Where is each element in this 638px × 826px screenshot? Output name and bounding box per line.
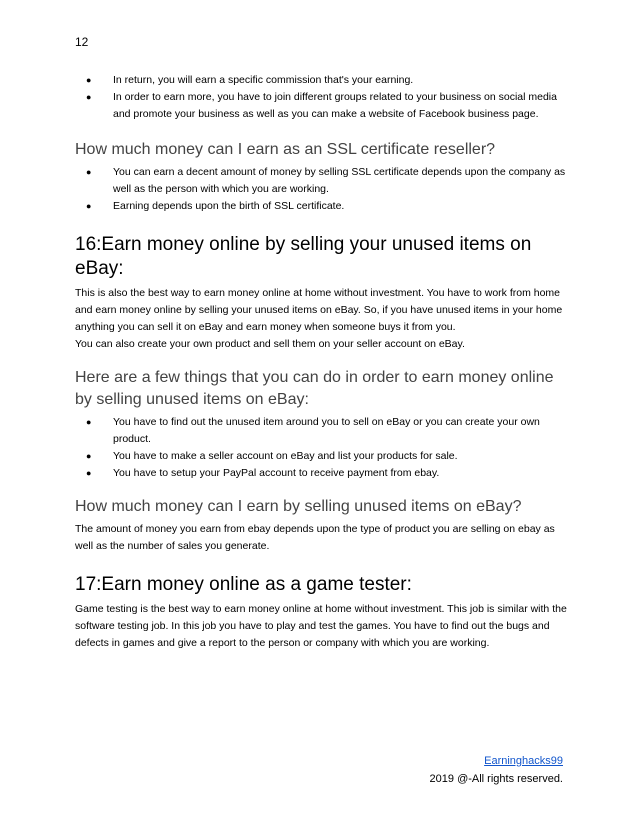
section-16-paragraph-2: You can also create your own product and sell them on your seller account on eBay. (75, 338, 465, 350)
list-item-text: Earning depends upon the birth of SSL certificate. (113, 200, 345, 212)
bullet-icon: ● (86, 75, 92, 85)
ssl-earn-heading: How much money can I earn as an SSL certificate reseller? (75, 141, 496, 158)
document-body (75, 72, 570, 652)
page-number: 12 (75, 35, 89, 49)
list-item-text: You have to setup your PayPal account to receive payment from ebay. (113, 467, 440, 479)
ssl-earn-bullet-list (75, 164, 570, 215)
bullet-icon: ● (86, 92, 92, 102)
ebay-earn-paragraph: The amount of money you earn from ebay depends upon the type of product you are selling on ebay as well as the number of sales you generate. (75, 523, 555, 552)
section-16-paragraph-1: This is also the best way to earn money online at home without investment. You have to work from home and earn money online by selling your unused items on eBay. So, if you have unused items in your home anything you can sell it on eBay and earn money when someone buys it from you. (75, 287, 563, 333)
list-item (75, 198, 570, 215)
ebay-things-bullet-list (75, 414, 570, 482)
ebay-things-heading: Here are a few things that you can do in order to earn money online by selling unused items on eBay: (75, 369, 554, 408)
list-item-text: You have to find out the unused item around you to sell on eBay or you can create your own product. (113, 416, 540, 445)
list-item (75, 465, 570, 482)
list-item-text: You have to make a seller account on eBay and list your products for sale. (113, 450, 458, 462)
bullet-icon: ● (86, 201, 92, 211)
section-17-paragraph: Game testing is the best way to earn money online at home without investment. This job is similar with the software testing job. In this job you have to play and test the games. You have to find out the bugs and defects in games and give a report to the person or company with which you are working. (75, 603, 567, 649)
list-item (75, 72, 570, 89)
list-item (75, 448, 570, 465)
list-item-text: In order to earn more, you have to join different groups related to your business on social media and promote your business as well as you can make a website of Facebook business page. (113, 91, 557, 120)
bullet-icon: ● (86, 417, 92, 427)
list-item-text: You can earn a decent amount of money by selling SSL certificate depends upon the company as well as the person with which you are working. (113, 166, 566, 195)
section-16-heading: 16:Earn money online by selling your unused items on eBay: (75, 234, 532, 279)
ebay-earn-heading: How much money can I earn by selling unused items on eBay? (75, 498, 522, 515)
list-item (75, 164, 570, 198)
list-item (75, 414, 570, 448)
bullet-icon: ● (86, 468, 92, 478)
bullet-icon: ● (86, 451, 92, 461)
intro-bullet-list (75, 72, 570, 123)
list-item-text: In return, you will earn a specific commission that's your earning. (113, 74, 414, 86)
page-footer (430, 752, 563, 788)
list-item (75, 89, 570, 123)
footer-rights: 2019 @-All rights reserved. (429, 773, 563, 785)
footer-link[interactable]: Earninghacks99 (484, 755, 563, 767)
bullet-icon: ● (86, 167, 92, 177)
section-17-heading: 17:Earn money online as a game tester: (75, 574, 412, 595)
